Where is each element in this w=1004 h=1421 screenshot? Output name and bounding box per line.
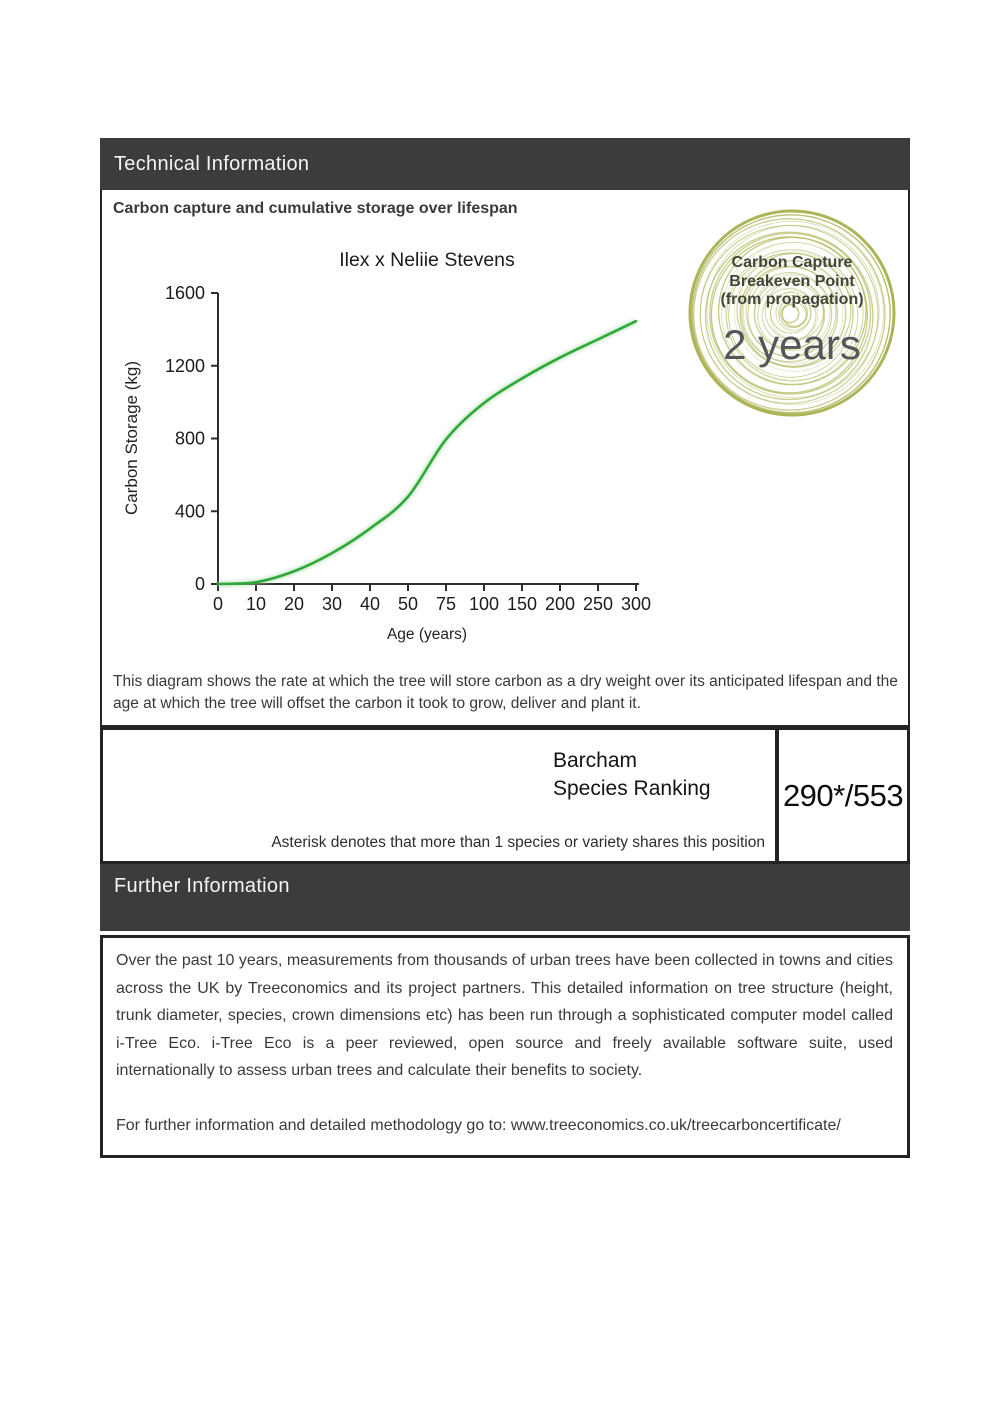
x-tick-label: 250: [582, 594, 614, 614]
chart-description: This diagram shows the rate at which the tree will store carbon as a dry weight over its anticipated lifespan and the age at which the tree will offset the carbon it took to grow, deliver and plant it.: [113, 673, 898, 712]
x-tick-label: 0: [212, 594, 224, 614]
badge-line-3: (from propagation): [720, 291, 864, 308]
chart-title: Ilex x Neliie Stevens: [339, 249, 515, 271]
breakeven-badge-text: [684, 205, 900, 421]
x-tick-label: 20: [283, 594, 305, 614]
carbon-storage-chart: [115, 240, 675, 650]
methodology-link-line: For further information and detailed methodology go to: www.treeconomics.co.uk/treecarboncertificate/: [116, 1116, 841, 1134]
chart-section-title: Carbon capture and cumulative storage over lifespan: [113, 200, 518, 217]
x-tick-label: 10: [245, 594, 267, 614]
species-ranking-title: [553, 747, 711, 803]
ranking-org: Barcham: [553, 749, 638, 772]
x-tick-label: 50: [397, 594, 419, 614]
y-tick-label: 1200: [164, 355, 205, 376]
further-information-paragraph: Over the past 10 years, measurements from thousands of urban trees have been collected in towns and cities across the UK by Treeconomics and its project partners. This detailed information on tree structure (height, trunk diameter, species, crown dimensions etc) has been run through a sophisticated computer model called i-Tree Eco. i-Tree Eco is a peer reviewed, open source and freely available software suite, used internationally to assess urban trees and calculate their benefits to society.: [116, 952, 893, 1079]
x-axis-label: Age (years): [386, 626, 468, 643]
y-tick-label: 1600: [164, 283, 205, 303]
breakeven-badge: [684, 205, 900, 421]
x-tick-label: 300: [620, 594, 652, 614]
x-tick-label: 200: [544, 594, 576, 614]
ranking-value-cell: [775, 730, 907, 861]
ranking-value: 290*/553: [782, 777, 904, 813]
further-information-header: Further Information: [100, 864, 910, 931]
y-tick-label: 800: [174, 428, 205, 449]
badge-line-1: Carbon Capture: [731, 254, 853, 271]
y-tick-label: 400: [174, 501, 205, 522]
species-ranking-panel: [100, 727, 910, 864]
asterisk-note: Asterisk denotes that more than 1 species or variety shares this position: [271, 834, 765, 851]
breakeven-value: 2 years: [723, 320, 861, 368]
x-tick-label: 100: [468, 594, 500, 614]
y-tick-label: 0: [194, 574, 205, 594]
further-information-panel: [100, 935, 910, 1158]
x-tick-label: 75: [435, 594, 457, 614]
carbon-storage-curve: [218, 321, 636, 584]
x-tick-label: 40: [359, 594, 381, 614]
y-axis-label: Carbon Storage (kg): [122, 360, 141, 516]
technical-information-header: Technical Information: [100, 138, 910, 190]
ranking-label: Species Ranking: [553, 777, 711, 800]
x-tick-label: 150: [506, 594, 538, 614]
badge-line-2: Breakeven Point: [729, 272, 855, 290]
carbon-storage-line-chart: [115, 240, 675, 650]
x-tick-label: 30: [321, 594, 343, 614]
carbon-curve-glow: [218, 321, 636, 584]
technical-information-panel: [100, 190, 910, 727]
